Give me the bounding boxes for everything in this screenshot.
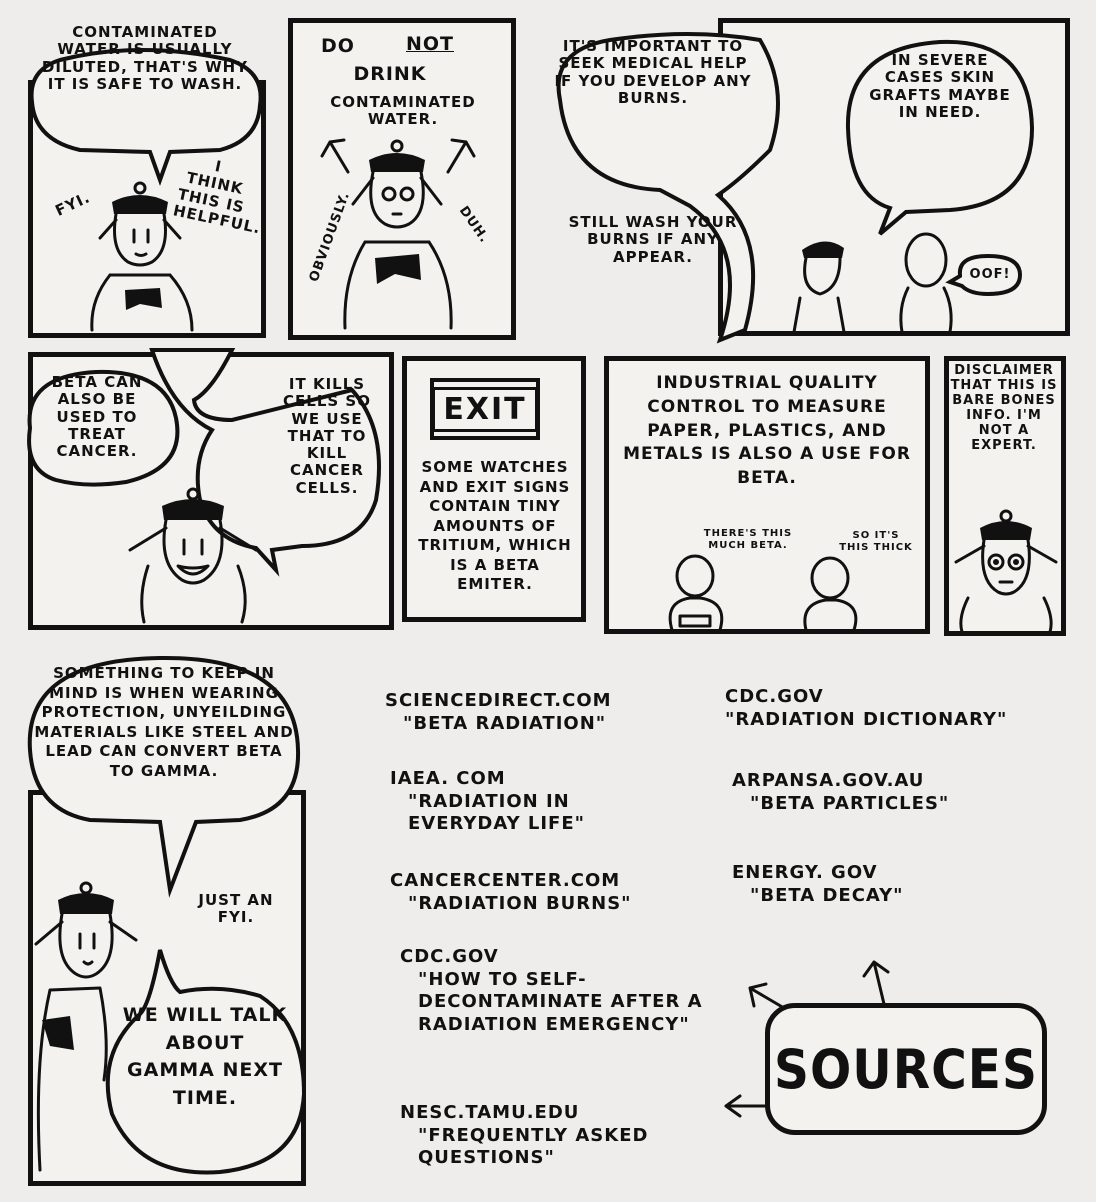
- panel-6-small-left: THERE'S THIS MUCH BETA.: [703, 528, 793, 551]
- source-1: [385, 690, 612, 735]
- exit-sign-text: EXIT: [432, 387, 537, 432]
- panel-7-character: [948, 508, 1064, 632]
- panel-3-oof: OOF!: [969, 267, 1011, 282]
- source-3-site: CANCERCENTER.COM: [390, 870, 621, 891]
- panel-8-character: [30, 880, 140, 1180]
- source-5: [400, 1102, 700, 1170]
- panel-5-text: SOME WATCHES AND EXIT SIGNS CONTAIN TINY AMOUNTS OF TRITIUM, WHICH IS A BETA EMITER.: [418, 458, 572, 593]
- panel-6-text: INDUSTRIAL QUALITY CONTROL TO MEASURE PAPER, PLASTICS, AND METALS IS ALSO A USE FOR BETA.: [623, 373, 911, 489]
- source-5-title: "FREQUENTLY ASKED QUESTIONS": [418, 1124, 649, 1168]
- panel-3-characters: [790, 228, 960, 334]
- panel-3-speech-left-text: IT'S IMPORTANT TO SEEK MEDICAL HELP IF YOU DEVELOP ANY BURNS.: [554, 37, 752, 107]
- source-7-site: ARPANSA.GOV.AU: [732, 770, 925, 791]
- panel-2-drink: DRINK: [353, 63, 427, 85]
- panel-6-characters: [650, 550, 870, 632]
- sources-heading: SOURCES: [774, 1037, 1038, 1101]
- panel-2-duh: DUH.: [455, 203, 492, 247]
- panel-3-speech-right-text: IN SEVERE CASES SKIN GRAFTS MAYBE IN NEED.: [869, 51, 1011, 121]
- source-1-site: SCIENCEDIRECT.COM: [385, 690, 612, 711]
- panel-2-character: [335, 138, 465, 338]
- source-2-title: "RADIATION IN EVERYDAY LIFE": [408, 790, 586, 834]
- source-6: [725, 686, 1007, 731]
- panel-4-character: [118, 486, 268, 626]
- source-2-site: IAEA. COM: [390, 768, 506, 789]
- panel-2-not: NOT: [405, 33, 454, 55]
- source-7-title: "BETA PARTICLES": [750, 792, 950, 814]
- panel-8-aside: JUST AN FYI.: [198, 891, 274, 927]
- panel-4-speech-left-text: BETA CAN ALSO BE USED TO TREAT CANCER.: [51, 373, 143, 460]
- exit-sign: [430, 378, 540, 440]
- source-2: [390, 768, 670, 836]
- panel-1-helpful: I THINK THIS IS HELPFUL.: [171, 157, 263, 238]
- source-7: [732, 770, 949, 815]
- source-8-title: "BETA DECAY": [750, 884, 904, 906]
- panel-2-obviously: OBVIOUSLY.: [306, 189, 354, 284]
- sources-box: [765, 1003, 1047, 1135]
- source-4-site: CDC.GOV: [400, 946, 499, 967]
- source-3: [390, 870, 632, 915]
- panel-8-speech-top-text: SOMETHING TO KEEP IN MIND IS WHEN WEARING PROTECTION, UNYEILDING MATERIALS LIKE STEEL AND LEAD CAN CONVERT BETA TO GAMMA.: [34, 664, 294, 780]
- panel-4-speech-right-text: IT KILLS CELLS SO WE USE THAT TO KILL CANCER CELLS.: [283, 375, 371, 497]
- panel-1-fyi: FYI.: [52, 188, 94, 220]
- source-3-title: "RADIATION BURNS": [408, 892, 632, 914]
- panel-7-text: DISCLAIMER THAT THIS IS BARE BONES INFO. I'M NOT A EXPERT.: [950, 363, 1058, 453]
- source-1-title: "BETA RADIATION": [403, 712, 607, 734]
- source-6-title: "RADIATION DICTIONARY": [725, 708, 1008, 730]
- panel-3-caption: STILL WASH YOUR BURNS IF ANY APPEAR.: [568, 213, 738, 266]
- source-4: [400, 946, 720, 1036]
- panel-8-speech-bottom-text: WE WILL TALK ABOUT GAMMA NEXT TIME.: [122, 1004, 288, 1109]
- source-5-site: NESC.TAMU.EDU: [400, 1102, 580, 1123]
- source-6-site: CDC.GOV: [725, 686, 824, 707]
- source-8: [732, 862, 904, 907]
- source-4-title: "HOW TO SELF-DECONTAMINATE AFTER A RADIATION EMERGENCY": [418, 968, 703, 1035]
- panel-1-character: [80, 180, 220, 335]
- panel-2-do: DO: [321, 35, 355, 57]
- panel-2-contaminated: CONTAMINATED WATER.: [330, 93, 476, 129]
- panel-1-speech: CONTAMINATED WATER IS USUALLY DILUTED, THAT'S WHY IT IS SAFE TO WASH.: [41, 23, 249, 93]
- source-8-site: ENERGY. GOV: [732, 862, 878, 883]
- panel-6-small-right: SO IT'S THIS THICK: [839, 530, 913, 553]
